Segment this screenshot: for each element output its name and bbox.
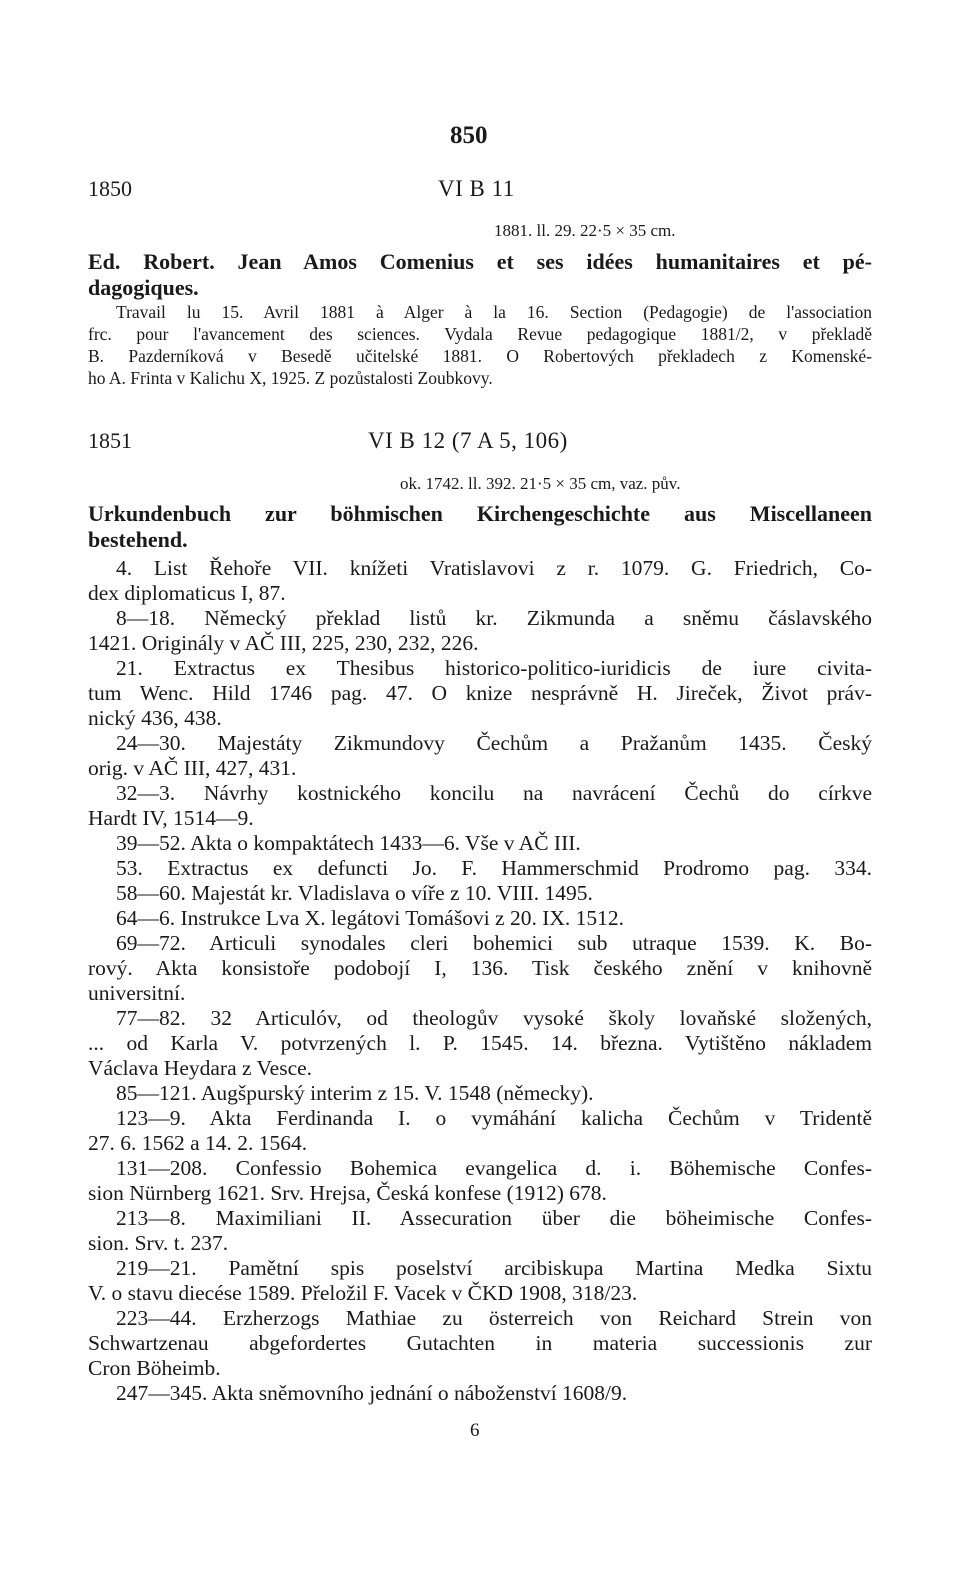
content-line: orig. v AČ III, 427, 431. [88,756,297,780]
content-line: 77—82. 32 Articulóv, od theologův vysoké školy lovaňské složených, [116,1006,872,1030]
content-line: 32—3. Návrhy kostnického koncilu na navrácení Čechů do církve [116,781,872,805]
content-line: 123—9. Akta Ferdinanda I. o vymáhání kalicha Čechům v Tridentě [116,1106,872,1130]
title-line: Urkundenbuch zur böhmischen Kirchengeschichte aus Miscellaneen [88,501,872,526]
content-line: 64—6. Instrukce Lva X. legátovi Tomášovi z 20. IX. 1512. [116,906,625,930]
title-line: bestehend. [88,527,188,552]
content-line: 27. 6. 1562 a 14. 2. 1564. [88,1131,308,1155]
title-line: Ed. Robert. Jean Amos Comenius et ses idées humanitaires et pé- [88,249,872,274]
content-line: 247—345. Akta sněmovního jednání o náboženství 1608/9. [116,1381,628,1405]
content-line: 58—60. Majestát kr. Vladislava o víře z 10. VIII. 1495. [116,881,593,905]
content-line: V. o stavu diecése 1589. Přeložil F. Vacek v ČKD 1908, 318/23. [88,1281,638,1305]
page-number: 850 [450,122,488,149]
content-line: 1421. Originály v AČ III, 225, 230, 232, 226. [88,631,479,655]
content-line: 85—121. Augšpurský interim z 15. V. 1548 (německy). [116,1081,594,1105]
entry-number: 1850 [88,176,132,201]
content-line: 223—44. Erzherzogs Mathiae zu österreich von Reichard Strein von [116,1306,872,1330]
content-line: 21. Extractus ex Thesibus historico-politico-iuridicis de iure civita- [116,656,872,680]
content-line: nický 436, 438. [88,706,222,730]
content-line: 24—30. Majestáty Zikmundovy Čechům a Pražanům 1435. Český [116,731,872,755]
footer-number: 6 [470,1420,480,1441]
desc-line: ho A. Frinta v Kalichu X, 1925. Z pozůstalosti Zoubkovy. [88,368,493,388]
content-line: 53. Extractus ex defuncti Jo. F. Hammerschmid Prodromo pag. 334. [116,856,872,880]
entry-number: 1851 [88,428,132,453]
desc-line: Travail lu 15. Avril 1881 à Alger à la 16. Section (Pedagogie) de l'association [116,302,872,322]
content-line: sion Nürnberg 1621. Srv. Hrejsa, Česká konfese (1912) 678. [88,1181,607,1205]
entry-signature: VI B 11 [438,176,515,201]
desc-line: B. Pazderníková v Besedě učitelské 1881. O Robertových překladech z Komenské- [88,346,872,366]
content-line: universitní. [88,981,186,1005]
content-line: 8—18. Německý překlad listů kr. Zikmunda a sněmu čáslavského [116,606,872,630]
content-line: Hardt IV, 1514—9. [88,806,254,830]
entry-meta: ok. 1742. ll. 392. 21·5 × 35 cm, vaz. pův. [400,474,681,493]
content-line: 39—52. Akta o kompaktátech 1433—6. Vše v AČ III. [116,831,581,855]
content-line: rový. Akta konsistoře podobojí I, 136. Tisk českého znění v knihovně [88,956,872,980]
content-line: dex diplomaticus I, 87. [88,581,286,605]
entry-meta: 1881. ll. 29. 22·5 × 35 cm. [494,221,676,240]
content-line: sion. Srv. t. 237. [88,1231,229,1255]
content-line: 219—21. Pamětní spis poselství arcibiskupa Martina Medka Sixtu [116,1256,872,1280]
desc-line: frc. pour l'avancement des sciences. Vydala Revue pedagogique 1881/2, v překladě [88,324,872,344]
content-line: 69—72. Articuli synodales cleri bohemici sub utraque 1539. K. Bo- [116,931,872,955]
title-line: dagogiques. [88,275,199,300]
content-line: 213—8. Maximiliani II. Assecuration über die böheimische Confes- [116,1206,872,1230]
content-line: Schwartzenau abgefordertes Gutachten in materia successionis zur [88,1331,872,1355]
entry-signature: VI B 12 (7 A 5, 106) [368,428,568,453]
content-line: ... od Karla V. potvrzených l. P. 1545. 14. března. Vytištěno nákladem [88,1031,872,1055]
content-line: 131—208. Confessio Bohemica evangelica d. i. Böhemische Confes- [116,1156,872,1180]
content-line: 4. List Řehoře VII. knížeti Vratislavovi z r. 1079. G. Friedrich, Co- [116,556,872,580]
content-line: tum Wenc. Hild 1746 pag. 47. O knize nesprávně H. Jireček, Život práv- [88,681,872,705]
content-line: Cron Böheimb. [88,1356,221,1380]
content-line: Václava Heydara z Vesce. [88,1056,313,1080]
